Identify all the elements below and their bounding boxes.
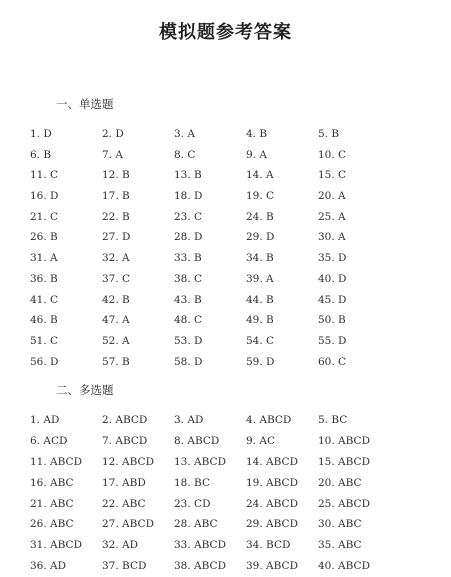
answer-item: 20. A: [318, 190, 346, 203]
answer-item: 8. C: [174, 148, 196, 161]
section-title-multiple-choice: 二、多选题: [56, 383, 114, 397]
answer-item: 23. CD: [174, 497, 211, 510]
page-title: 模拟题参考答案: [159, 22, 292, 43]
answer-item: 42. B: [102, 293, 130, 306]
answer-item: 35. D: [318, 252, 347, 265]
answer-item: 38. C: [174, 272, 203, 285]
answer-item: 46. B: [30, 314, 58, 327]
answer-item: 52. A: [102, 334, 130, 347]
answer-item: 12. ABCD: [102, 455, 154, 468]
answer-item: 14. ABCD: [246, 455, 298, 468]
answer-item: 24. B: [246, 210, 274, 223]
answer-item: 44. B: [246, 293, 274, 306]
answer-item: 37. BCD: [102, 560, 147, 573]
answer-item: 29. D: [246, 231, 275, 244]
answer-item: 25. A: [318, 210, 346, 223]
answer-item: 22. B: [102, 210, 130, 223]
section-title-single-choice: 一、单选题: [56, 97, 114, 111]
answer-item: 21. ABC: [30, 497, 74, 510]
answer-item: 30. A: [318, 231, 346, 244]
answer-item: 27. D: [102, 231, 131, 244]
multiple-choice-answer-grid: [30, 410, 390, 577]
answer-item: 32. A: [102, 252, 130, 265]
answer-item: 59. D: [246, 355, 275, 368]
answer-item: 41. C: [30, 293, 59, 306]
answer-item: 16. D: [30, 190, 59, 203]
answer-item: 37. C: [102, 272, 131, 285]
answer-item: 32. AD: [102, 539, 139, 552]
answer-item: 51. C: [30, 334, 59, 347]
answer-item: 9. AC: [246, 434, 275, 447]
answer-item: 28. ABC: [174, 518, 218, 531]
answer-item: 18. D: [174, 190, 203, 203]
answer-item: 39. ABCD: [246, 560, 298, 573]
answer-item: 40. D: [318, 272, 347, 285]
answer-item: 7. A: [102, 148, 123, 161]
answer-item: 15. ABCD: [318, 455, 370, 468]
answer-item: 3. A: [174, 128, 195, 140]
answer-item: 19. ABCD: [246, 476, 298, 489]
answer-item: 26. ABC: [30, 518, 74, 531]
answer-item: 35. ABC: [318, 539, 362, 552]
answer-item: 12. B: [102, 169, 130, 182]
answer-item: 26. B: [30, 231, 58, 244]
answer-item: 34. BCD: [246, 539, 291, 552]
answer-item: 38. ABCD: [174, 560, 226, 573]
answer-item: 10. ABCD: [318, 434, 370, 447]
answer-item: 1. D: [30, 128, 52, 140]
answer-item: 33. B: [174, 252, 202, 265]
answer-item: 34. B: [246, 252, 274, 265]
answer-item: 10. C: [318, 148, 347, 161]
answer-item: 4. B: [246, 128, 268, 140]
answer-item: 27. ABCD: [102, 518, 154, 531]
answer-item: 2. ABCD: [102, 414, 148, 426]
answer-item: 2. D: [102, 128, 124, 140]
answer-item: 3. AD: [174, 414, 204, 426]
answer-item: 54. C: [246, 334, 275, 347]
answer-item: 29. ABCD: [246, 518, 298, 531]
answer-item: 36. AD: [30, 560, 67, 573]
answer-item: 56. D: [30, 355, 59, 368]
answer-item: 9. A: [246, 148, 267, 161]
answer-item: 48. C: [174, 314, 203, 327]
answer-item: 25. ABCD: [318, 497, 370, 510]
answer-item: 11. ABCD: [30, 455, 82, 468]
answer-item: 23. C: [174, 210, 203, 223]
single-choice-answer-grid: [30, 124, 390, 372]
answer-item: 7. ABCD: [102, 434, 148, 447]
answer-item: 1. AD: [30, 414, 60, 426]
answer-item: 5. BC: [318, 414, 348, 426]
answer-item: 60. C: [318, 355, 347, 368]
answer-item: 13. B: [174, 169, 202, 182]
answer-item: 31. ABCD: [30, 539, 82, 552]
answer-item: 21. C: [30, 210, 59, 223]
answer-item: 16. ABC: [30, 476, 74, 489]
answer-item: 45. D: [318, 293, 347, 306]
answer-item: 13. ABCD: [174, 455, 226, 468]
answer-item: 28. D: [174, 231, 203, 244]
answer-item: 55. D: [318, 334, 347, 347]
answer-item: 20. ABC: [318, 476, 362, 489]
answer-item: 19. C: [246, 190, 275, 203]
answer-item: 33. ABCD: [174, 539, 226, 552]
answer-item: 6. ACD: [30, 434, 68, 447]
answer-item: 50. B: [318, 314, 346, 327]
answer-item: 39. A: [246, 272, 274, 285]
answer-item: 4. ABCD: [246, 414, 292, 426]
answer-item: 11. C: [30, 169, 59, 182]
answer-item: 5. B: [318, 128, 340, 140]
answer-item: 36. B: [30, 272, 58, 285]
answer-item: 24. ABCD: [246, 497, 298, 510]
answer-item: 58. D: [174, 355, 203, 368]
answer-item: 8. ABCD: [174, 434, 220, 447]
answer-item: 49. B: [246, 314, 274, 327]
answer-item: 31. A: [30, 252, 58, 265]
answer-item: 57. B: [102, 355, 130, 368]
answer-item: 17. B: [102, 190, 130, 203]
answer-item: 14. A: [246, 169, 274, 182]
answer-item: 30. ABC: [318, 518, 362, 531]
answer-item: 18. BC: [174, 476, 210, 489]
answer-item: 15. C: [318, 169, 347, 182]
answer-item: 47. A: [102, 314, 130, 327]
answer-item: 17. ABD: [102, 476, 146, 489]
answer-item: 43. B: [174, 293, 202, 306]
answer-item: 53. D: [174, 334, 203, 347]
answer-item: 22. ABC: [102, 497, 146, 510]
answer-item: 40. ABCD: [318, 560, 370, 573]
answer-item: 6. B: [30, 148, 52, 161]
